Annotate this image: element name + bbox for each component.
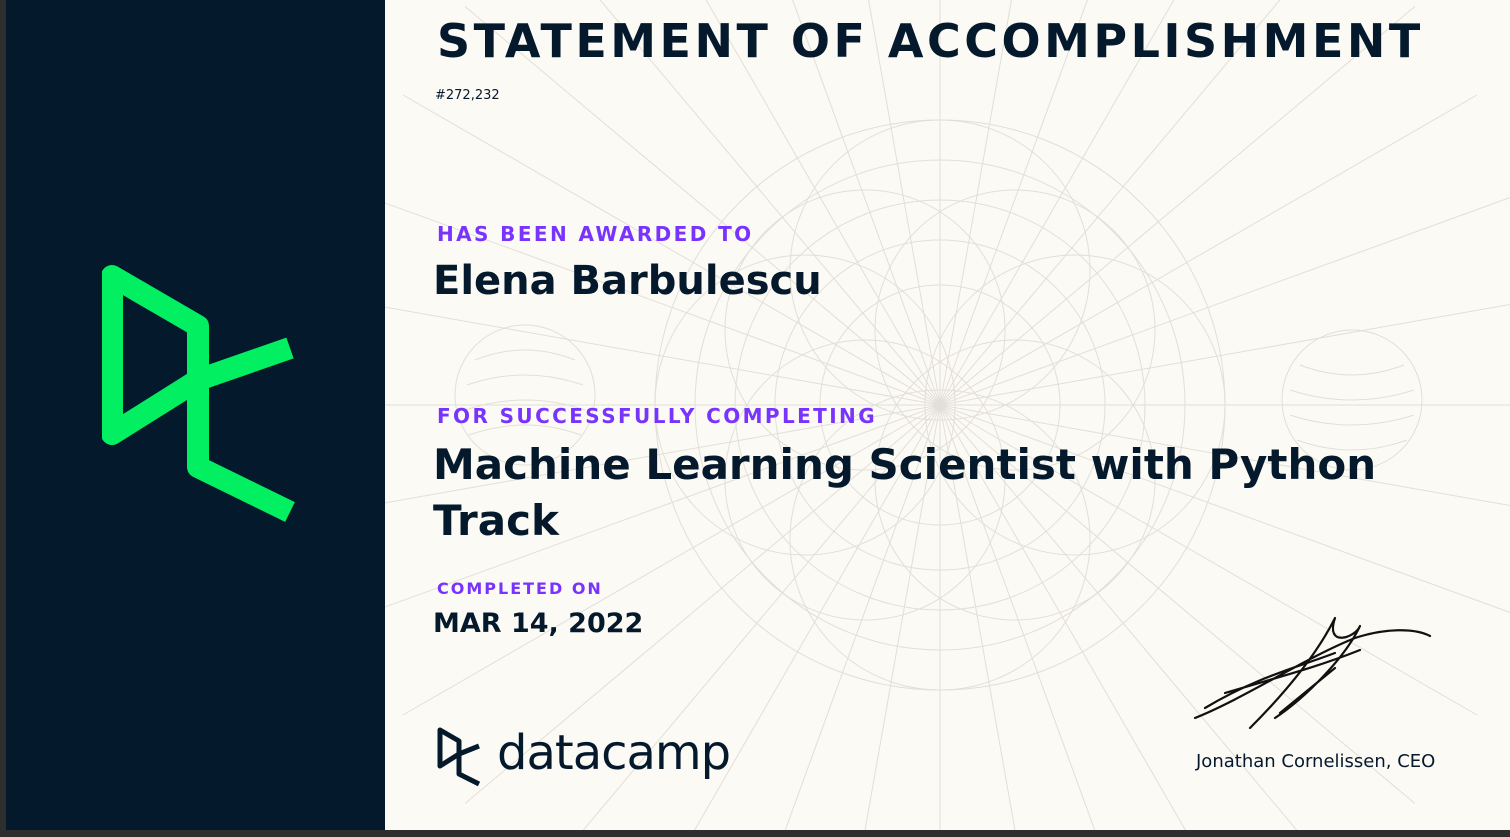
completed-on-label: COMPLETED ON [437,579,603,598]
decorative-ray [403,95,940,405]
brand-wordmark: datacamp [497,725,731,781]
certificate-sheet [385,0,1510,830]
decorative-ray [940,95,1477,405]
awarded-to-label: HAS BEEN AWARDED TO [437,222,754,246]
signature-image [1185,608,1445,738]
decorative-ray [940,193,1510,405]
signer-name: Jonathan Cornelissen, CEO [1196,751,1436,772]
course-title: Machine Learning Scientist with Python Track [433,440,1377,545]
decorative-ray [385,297,940,405]
certificate-id: #272,232 [435,88,500,103]
certificate-title: STATEMENT OF ACCOMPLISHMENT [437,14,1424,68]
brand-lockup [437,726,730,788]
datacamp-logo-icon [102,262,302,522]
datacamp-logo-icon [437,726,483,788]
recipient-name: Elena Barbulescu [433,258,822,304]
completion-date: MAR 14, 2022 [433,608,644,639]
completing-label: FOR SUCCESSFULLY COMPLETING [437,404,878,428]
brand-side-panel [6,0,385,830]
